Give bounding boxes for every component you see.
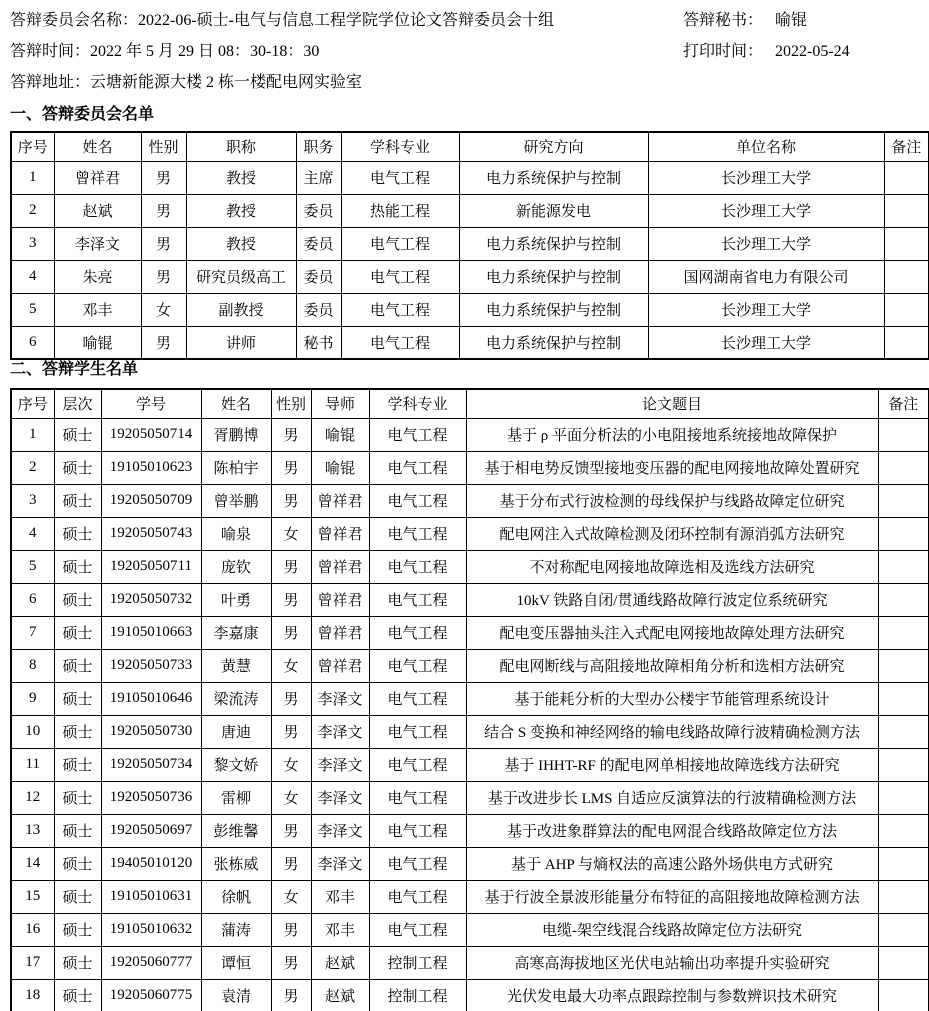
table-cell: 3 <box>11 484 54 517</box>
table-row <box>11 616 929 649</box>
table-cell: 邓丰 <box>54 293 141 326</box>
table-cell: 19205050714 <box>101 418 201 451</box>
table-cell <box>884 227 929 260</box>
table-cell: 电气工程 <box>341 161 459 194</box>
defense-time-label: 答辩时间： <box>10 43 91 60</box>
table-cell: 教授 <box>186 161 296 194</box>
table-cell: 19205060775 <box>101 979 201 1011</box>
table-cell: 配电网注入式故障检测及闭环控制有源消弧方法研究 <box>466 517 878 550</box>
table-cell: 李泽文 <box>311 715 369 748</box>
table-cell: 硕士 <box>54 748 101 781</box>
students-table-body <box>11 418 929 1011</box>
table-cell: 邓丰 <box>311 880 369 913</box>
table-cell: 彭维馨 <box>201 814 271 847</box>
table-cell: 电缆-架空线混合线路故障定位方法研究 <box>466 913 878 946</box>
table-cell <box>878 682 929 715</box>
table-cell <box>878 451 929 484</box>
column-header: 学号 <box>101 389 201 418</box>
table-row <box>11 880 929 913</box>
table-cell <box>878 847 929 880</box>
header-row <box>11 132 929 161</box>
secretary-label: 答辩秘书： <box>683 12 764 29</box>
committee-name-value: 2022-06-硕士-电气与信息工程学院学位论文答辩委员会十组 <box>138 12 555 29</box>
column-header: 序号 <box>11 389 54 418</box>
column-header: 姓名 <box>201 389 271 418</box>
table-cell: 讲师 <box>186 326 296 359</box>
table-cell <box>878 781 929 814</box>
table-cell: 19105010631 <box>101 880 201 913</box>
table-cell: 电气工程 <box>341 293 459 326</box>
table-cell: 2 <box>11 194 54 227</box>
header-row <box>11 389 929 418</box>
table-cell: 电气工程 <box>369 418 466 451</box>
table-row <box>11 260 929 293</box>
table-row <box>11 781 929 814</box>
table-cell: 配电网断线与高阻接地故障相角分析和选相方法研究 <box>466 649 878 682</box>
table-cell: 电气工程 <box>369 550 466 583</box>
table-cell: 委员 <box>296 260 341 293</box>
table-cell: 女 <box>271 880 311 913</box>
table-cell: 16 <box>11 913 54 946</box>
table-cell <box>884 326 929 359</box>
table-cell <box>884 161 929 194</box>
table-cell: 李泽文 <box>311 682 369 715</box>
table-cell: 5 <box>11 550 54 583</box>
table-cell: 徐帆 <box>201 880 271 913</box>
table-cell: 6 <box>11 583 54 616</box>
table-cell: 庞钦 <box>201 550 271 583</box>
table-cell <box>878 550 929 583</box>
header-line-committee <box>10 10 922 32</box>
committee-table <box>10 131 929 360</box>
table-cell: 19205050709 <box>101 484 201 517</box>
table-cell: 电气工程 <box>369 847 466 880</box>
column-header: 姓名 <box>54 132 141 161</box>
table-row <box>11 583 929 616</box>
table-cell: 基于改进象群算法的配电网混合线路故障定位方法 <box>466 814 878 847</box>
table-cell: 长沙理工大学 <box>648 161 884 194</box>
table-row <box>11 517 929 550</box>
table-cell: 硕士 <box>54 616 101 649</box>
secretary-value: 喻锟 <box>775 12 808 29</box>
table-cell: 梁流涛 <box>201 682 271 715</box>
column-header: 序号 <box>11 132 54 161</box>
table-cell: 19105010663 <box>101 616 201 649</box>
committee-section-title: 一、答辩委员会名单 <box>10 106 155 123</box>
table-cell: 女 <box>271 748 311 781</box>
table-cell: 曾祥君 <box>54 161 141 194</box>
table-cell: 曾祥君 <box>311 616 369 649</box>
table-cell: 基于分布式行波检测的母线保护与线路故障定位研究 <box>466 484 878 517</box>
table-cell: 男 <box>141 161 186 194</box>
column-header: 论文题目 <box>466 389 878 418</box>
table-cell: 男 <box>271 682 311 715</box>
table-cell <box>884 260 929 293</box>
table-row <box>11 715 929 748</box>
students-table <box>10 388 929 1011</box>
table-cell: 蒲涛 <box>201 913 271 946</box>
table-cell: 电气工程 <box>369 583 466 616</box>
table-cell: 电气工程 <box>369 814 466 847</box>
table-cell: 男 <box>141 326 186 359</box>
table-cell: 19105010646 <box>101 682 201 715</box>
table-cell: 电气工程 <box>369 715 466 748</box>
table-cell: 硕士 <box>54 946 101 979</box>
table-cell: 硕士 <box>54 682 101 715</box>
column-header: 单位名称 <box>648 132 884 161</box>
table-cell: 硕士 <box>54 715 101 748</box>
secretary-field <box>683 10 807 32</box>
table-cell: 主席 <box>296 161 341 194</box>
table-cell: 喻锟 <box>54 326 141 359</box>
table-cell: 7 <box>11 616 54 649</box>
column-header: 研究方向 <box>459 132 648 161</box>
table-cell: 男 <box>271 814 311 847</box>
table-row <box>11 979 929 1011</box>
table-cell <box>878 748 929 781</box>
print-time-label: 打印时间： <box>683 43 764 60</box>
table-cell: 基于行波全景波形能量分布特征的高阻接地故障检测方法 <box>466 880 878 913</box>
table-cell: 14 <box>11 847 54 880</box>
table-cell: 电力系统保护与控制 <box>459 260 648 293</box>
table-cell: 19205050733 <box>101 649 201 682</box>
table-cell: 硕士 <box>54 583 101 616</box>
table-cell: 配电变压器抽头注入式配电网接地故障处理方法研究 <box>466 616 878 649</box>
students-section-title: 二、答辩学生名单 <box>10 361 139 378</box>
table-cell: 男 <box>271 550 311 583</box>
table-cell: 电力系统保护与控制 <box>459 161 648 194</box>
table-cell: 李泽文 <box>311 781 369 814</box>
column-header: 职务 <box>296 132 341 161</box>
table-cell: 李泽文 <box>54 227 141 260</box>
table-cell: 6 <box>11 326 54 359</box>
table-cell: 19205050743 <box>101 517 201 550</box>
table-cell: 硕士 <box>54 451 101 484</box>
table-cell: 19105010632 <box>101 913 201 946</box>
table-cell: 喻锟 <box>311 418 369 451</box>
table-cell: 结合 S 变换和神经网络的输电线路故障行波精确检测方法 <box>466 715 878 748</box>
table-cell: 光伏发电最大功率点跟踪控制与参数辨识技术研究 <box>466 979 878 1011</box>
table-cell: 赵斌 <box>311 979 369 1011</box>
print-time-field <box>683 41 850 63</box>
table-cell: 秘书 <box>296 326 341 359</box>
table-cell: 赵斌 <box>54 194 141 227</box>
column-header: 导师 <box>311 389 369 418</box>
table-cell <box>878 517 929 550</box>
table-cell: 长沙理工大学 <box>648 194 884 227</box>
table-cell: 基于改进步长 LMS 自适应反演算法的行波精确检测方法 <box>466 781 878 814</box>
table-cell: 高寒高海拔地区光伏电站输出功率提升实验研究 <box>466 946 878 979</box>
table-cell: 19205050730 <box>101 715 201 748</box>
table-cell: 黎文娇 <box>201 748 271 781</box>
table-cell: 电气工程 <box>369 517 466 550</box>
table-cell: 赵斌 <box>311 946 369 979</box>
column-header: 职称 <box>186 132 296 161</box>
table-cell: 袁清 <box>201 979 271 1011</box>
column-header: 备注 <box>884 132 929 161</box>
table-cell <box>884 293 929 326</box>
table-cell: 电气工程 <box>369 649 466 682</box>
table-cell <box>878 418 929 451</box>
table-cell: 胥鹏博 <box>201 418 271 451</box>
table-cell: 长沙理工大学 <box>648 227 884 260</box>
table-cell: 电力系统保护与控制 <box>459 227 648 260</box>
table-cell: 控制工程 <box>369 946 466 979</box>
table-cell <box>878 814 929 847</box>
table-cell <box>878 715 929 748</box>
table-cell: 雷柳 <box>201 781 271 814</box>
table-cell: 基于相电势反馈型接地变压器的配电网接地故障处置研究 <box>466 451 878 484</box>
table-cell: 朱亮 <box>54 260 141 293</box>
table-cell: 长沙理工大学 <box>648 326 884 359</box>
table-cell: 基于 ρ 平面分析法的小电阻接地系统接地故障保护 <box>466 418 878 451</box>
table-cell: 4 <box>11 517 54 550</box>
column-header: 学科专业 <box>369 389 466 418</box>
table-cell: 1 <box>11 418 54 451</box>
table-cell: 硕士 <box>54 418 101 451</box>
table-cell: 男 <box>271 715 311 748</box>
table-cell: 硕士 <box>54 484 101 517</box>
table-cell: 女 <box>141 293 186 326</box>
table-cell: 男 <box>271 616 311 649</box>
table-row <box>11 913 929 946</box>
table-cell: 男 <box>271 484 311 517</box>
table-cell: 唐迪 <box>201 715 271 748</box>
table-cell: 委员 <box>296 293 341 326</box>
table-cell: 男 <box>141 227 186 260</box>
column-header: 性别 <box>271 389 311 418</box>
table-cell: 张栋威 <box>201 847 271 880</box>
table-cell: 委员 <box>296 194 341 227</box>
table-cell: 15 <box>11 880 54 913</box>
table-cell: 19205050734 <box>101 748 201 781</box>
table-cell: 谭恒 <box>201 946 271 979</box>
table-cell: 喻锟 <box>311 451 369 484</box>
table-cell: 硕士 <box>54 517 101 550</box>
table-cell: 电气工程 <box>369 781 466 814</box>
table-cell: 委员 <box>296 227 341 260</box>
table-row <box>11 326 929 359</box>
table-cell: 教授 <box>186 194 296 227</box>
table-cell: 1 <box>11 161 54 194</box>
table-cell: 电气工程 <box>341 260 459 293</box>
table-row <box>11 418 929 451</box>
table-cell: 4 <box>11 260 54 293</box>
table-cell: 硕士 <box>54 847 101 880</box>
table-cell: 硕士 <box>54 880 101 913</box>
table-cell: 电力系统保护与控制 <box>459 293 648 326</box>
table-cell: 8 <box>11 649 54 682</box>
table-cell: 男 <box>141 194 186 227</box>
table-cell: 研究员级高工 <box>186 260 296 293</box>
table-cell: 电气工程 <box>369 880 466 913</box>
table-cell: 控制工程 <box>369 979 466 1011</box>
table-cell: 副教授 <box>186 293 296 326</box>
table-cell: 喻泉 <box>201 517 271 550</box>
table-cell: 10 <box>11 715 54 748</box>
table-cell: 5 <box>11 293 54 326</box>
table-cell: 叶勇 <box>201 583 271 616</box>
table-row <box>11 227 929 260</box>
table-cell: 硕士 <box>54 781 101 814</box>
table-cell <box>878 880 929 913</box>
table-row <box>11 814 929 847</box>
table-cell: 硕士 <box>54 814 101 847</box>
table-cell: 男 <box>271 979 311 1011</box>
table-cell: 曾祥君 <box>311 649 369 682</box>
table-cell: 19205050736 <box>101 781 201 814</box>
table-cell: 12 <box>11 781 54 814</box>
table-row <box>11 194 929 227</box>
table-cell: 18 <box>11 979 54 1011</box>
table-cell: 电气工程 <box>369 451 466 484</box>
table-cell: 硕士 <box>54 649 101 682</box>
table-cell: 男 <box>271 583 311 616</box>
table-cell: 热能工程 <box>341 194 459 227</box>
column-header: 备注 <box>878 389 929 418</box>
table-cell: 李泽文 <box>311 748 369 781</box>
table-cell: 女 <box>271 781 311 814</box>
table-cell: 男 <box>141 260 186 293</box>
table-cell <box>878 649 929 682</box>
table-cell: 基于 IHHT-RF 的配电网单相接地故障选线方法研究 <box>466 748 878 781</box>
table-cell: 曾祥君 <box>311 550 369 583</box>
table-cell: 男 <box>271 451 311 484</box>
table-cell: 男 <box>271 913 311 946</box>
table-cell: 2 <box>11 451 54 484</box>
table-cell: 电气工程 <box>369 913 466 946</box>
column-header: 性别 <box>141 132 186 161</box>
table-cell: 男 <box>271 946 311 979</box>
table-cell: 10kV 铁路自闭/贯通线路故障行波定位系统研究 <box>466 583 878 616</box>
print-time-value: 2022-05-24 <box>775 43 850 60</box>
table-cell: 3 <box>11 227 54 260</box>
table-cell: 19205050697 <box>101 814 201 847</box>
table-cell: 硕士 <box>54 550 101 583</box>
table-cell: 19205050711 <box>101 550 201 583</box>
table-cell: 9 <box>11 682 54 715</box>
table-row <box>11 161 929 194</box>
students-table-header <box>11 389 929 418</box>
table-cell <box>878 583 929 616</box>
table-cell: 黄慧 <box>201 649 271 682</box>
defense-time-value: 2022 年 5 月 29 日 08：30-18：30 <box>90 43 320 60</box>
table-cell: 电气工程 <box>341 326 459 359</box>
table-cell: 电气工程 <box>369 682 466 715</box>
table-cell <box>878 946 929 979</box>
table-row <box>11 550 929 583</box>
table-cell: 女 <box>271 649 311 682</box>
table-cell: 曾祥君 <box>311 517 369 550</box>
committee-table-header <box>11 132 929 161</box>
table-cell: 硕士 <box>54 979 101 1011</box>
table-cell: 基于 AHP 与熵权法的高速公路外场供电方式研究 <box>466 847 878 880</box>
table-cell: 电力系统保护与控制 <box>459 326 648 359</box>
table-cell <box>878 484 929 517</box>
table-cell: 19205050732 <box>101 583 201 616</box>
table-cell: 曾举鹏 <box>201 484 271 517</box>
column-header: 学科专业 <box>341 132 459 161</box>
defense-address-label: 答辩地址： <box>10 74 91 91</box>
table-cell: 李泽文 <box>311 814 369 847</box>
table-cell: 13 <box>11 814 54 847</box>
table-cell: 国网湖南省电力有限公司 <box>648 260 884 293</box>
table-cell: 邓丰 <box>311 913 369 946</box>
table-cell: 长沙理工大学 <box>648 293 884 326</box>
table-row <box>11 682 929 715</box>
table-cell: 19105010623 <box>101 451 201 484</box>
committee-name-label: 答辩委员会名称： <box>10 12 139 29</box>
table-cell: 新能源发电 <box>459 194 648 227</box>
table-cell: 17 <box>11 946 54 979</box>
table-cell: 李嘉康 <box>201 616 271 649</box>
table-cell: 11 <box>11 748 54 781</box>
table-cell <box>878 913 929 946</box>
table-cell: 不对称配电网接地故障选相及选线方法研究 <box>466 550 878 583</box>
table-cell: 教授 <box>186 227 296 260</box>
defense-address-value: 云塘新能源大楼 2 栋一楼配电网实验室 <box>90 74 363 91</box>
table-row <box>11 748 929 781</box>
table-cell <box>878 979 929 1011</box>
table-row <box>11 293 929 326</box>
table-row <box>11 484 929 517</box>
header-line-address <box>10 72 922 94</box>
table-cell: 电气工程 <box>369 616 466 649</box>
table-cell: 硕士 <box>54 913 101 946</box>
table-cell: 曾祥君 <box>311 583 369 616</box>
header-line-time <box>10 41 922 63</box>
table-cell: 男 <box>271 418 311 451</box>
table-cell: 电气工程 <box>369 484 466 517</box>
table-cell: 电气工程 <box>341 227 459 260</box>
table-cell: 曾祥君 <box>311 484 369 517</box>
table-row <box>11 946 929 979</box>
table-cell: 陈柏宇 <box>201 451 271 484</box>
committee-table-body <box>11 161 929 359</box>
table-cell: 电气工程 <box>369 748 466 781</box>
table-row <box>11 847 929 880</box>
table-cell <box>878 616 929 649</box>
table-row <box>11 451 929 484</box>
table-cell: 19405010120 <box>101 847 201 880</box>
table-cell: 基于能耗分析的大型办公楼宇节能管理系统设计 <box>466 682 878 715</box>
column-header: 层次 <box>54 389 101 418</box>
table-cell: 女 <box>271 517 311 550</box>
table-cell: 李泽文 <box>311 847 369 880</box>
table-cell <box>884 194 929 227</box>
table-cell: 19205060777 <box>101 946 201 979</box>
table-row <box>11 649 929 682</box>
table-cell: 男 <box>271 847 311 880</box>
